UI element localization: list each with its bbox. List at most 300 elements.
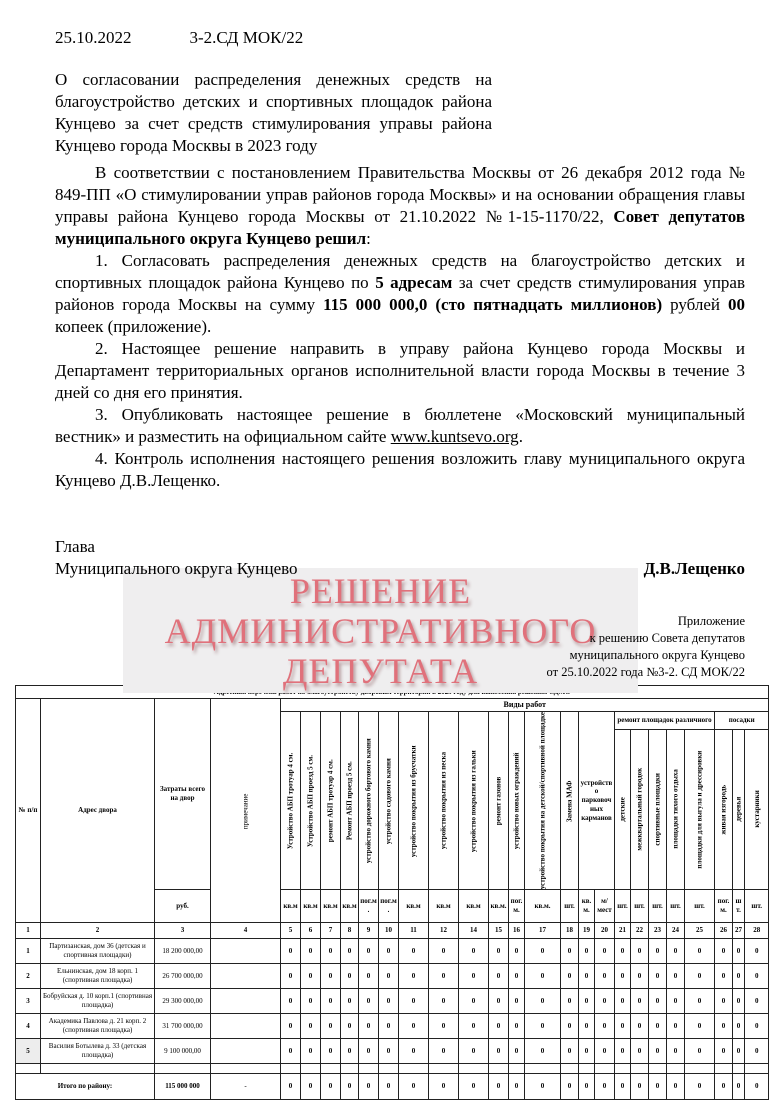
paragraph-item-4: 4. Контроль исполнения настоящего решения возложить главу муниципального округа Кунцево Д.В.Лещенко. — [55, 449, 745, 490]
value-cell: 0 — [509, 989, 525, 1014]
col-header-address: Адрес двора — [41, 699, 155, 923]
value-cell: 0 — [281, 989, 301, 1014]
value-cell: 0 — [341, 939, 359, 964]
value-cell: 0 — [489, 1039, 509, 1064]
value-cell: 0 — [733, 1039, 745, 1064]
table-header — [16, 686, 769, 939]
value-cell: 0 — [631, 1014, 649, 1039]
total-row — [16, 1074, 769, 1100]
paragraph-item-2: 2. Настоящее решение направить в управу района Кунцево города Москвы и Департамент территориальных органов исполнительной власти города Москвы в течение 3 дней со дня его принятия. — [55, 339, 745, 402]
unit-cell: шт. — [733, 890, 745, 923]
unit-cell: шт. — [631, 890, 649, 923]
item1-text-b: за счет средств стимулирования управ районов города Москвы на сумму — [55, 273, 745, 314]
empty-cell — [595, 1064, 615, 1074]
value-cell: 0 — [525, 939, 561, 964]
item3-text-b: . — [518, 427, 523, 446]
item1-sum-bold: 115 000 000,0 (сто пятнадцать миллионов) — [323, 295, 663, 314]
value-cell: 0 — [301, 1014, 321, 1039]
value-cell: 0 — [631, 964, 649, 989]
table-row — [16, 1039, 769, 1064]
total-value-cell: 0 — [733, 1074, 745, 1100]
value-cell: 0 — [489, 964, 509, 989]
column-number-cell: 23 — [649, 923, 667, 939]
unit-cell: кв.м — [301, 890, 321, 923]
appendix-block — [0, 613, 745, 681]
value-cell: 0 — [399, 1039, 429, 1064]
work-column-header: кустарники — [745, 729, 769, 890]
value-cell: 0 — [715, 964, 733, 989]
value-cell: 0 — [359, 1014, 379, 1039]
empty-cell — [631, 1064, 649, 1074]
note-cell — [211, 1039, 281, 1064]
value-cell: 0 — [525, 1014, 561, 1039]
value-cell: 0 — [595, 1014, 615, 1039]
value-cell: 0 — [561, 1039, 579, 1064]
unit-cell: пог. м. — [715, 890, 733, 923]
note-cell — [211, 1014, 281, 1039]
value-cell: 0 — [429, 1014, 459, 1039]
value-cell: 0 — [595, 1039, 615, 1064]
value-cell: 0 — [341, 1014, 359, 1039]
table-row — [16, 939, 769, 964]
column-number-cell: 12 — [429, 923, 459, 939]
column-number-cell: 14 — [459, 923, 489, 939]
appendix-line2: к решению Совета депутатов — [589, 631, 745, 645]
signature-title — [55, 536, 298, 580]
total-value-cell: 0 — [745, 1074, 769, 1100]
value-cell: 0 — [429, 939, 459, 964]
unit-cell: кв.м — [341, 890, 359, 923]
cost-unit-cell: руб. — [155, 890, 211, 923]
value-cell: 0 — [715, 1014, 733, 1039]
watermark-line-1: РЕШЕНИЕ — [289, 571, 472, 611]
value-cell: 0 — [321, 964, 341, 989]
value-cell: 0 — [579, 989, 595, 1014]
preamble-text: В соответствии с постановлением Правительства Москвы от 26 декабря 2012 года № 849-ПП «О стимулировании управ районов города Москвы» и на основании обращения главы управы района Кунцево города Москвы от 21.10.2022 №1-15-1170/22, — [55, 163, 745, 226]
value-cell: 0 — [399, 1014, 429, 1039]
address-cell: Василия Ботылева д. 33 (детская площадка) — [41, 1039, 155, 1064]
value-cell: 0 — [745, 1039, 769, 1064]
empty-cell — [489, 1064, 509, 1074]
value-cell: 0 — [595, 989, 615, 1014]
table-row — [16, 1014, 769, 1039]
value-cell: 0 — [429, 964, 459, 989]
value-cell: 0 — [715, 939, 733, 964]
planting-group-header: посадки — [715, 712, 769, 730]
column-number-cell: 6 — [301, 923, 321, 939]
unit-cell: шт. — [649, 890, 667, 923]
value-cell: 0 — [525, 964, 561, 989]
work-column-header: устройство покрытия из брусчатки — [399, 712, 429, 890]
empty-cell — [459, 1064, 489, 1074]
value-cell: 0 — [685, 1039, 715, 1064]
value-cell: 0 — [615, 964, 631, 989]
column-number-cell: 3 — [155, 923, 211, 939]
value-cell: 0 — [509, 1014, 525, 1039]
document-number: 3-2.СД МОК/22 — [189, 28, 304, 47]
document-subject: О согласовании распределения денежных средств на благоустройство детских и спортивных площадок района Кунцево за счет средств стимулирования управы района Кунцево города Москвы в 2023 году — [55, 70, 492, 155]
table-row — [16, 964, 769, 989]
work-column-header: устройство покрытия из гальки — [459, 712, 489, 890]
value-cell: 0 — [359, 989, 379, 1014]
address-cell: Ельнинская, дом 18 корп. 1 (спортивная площадка) — [41, 964, 155, 989]
value-cell: 0 — [379, 989, 399, 1014]
empty-cell — [685, 1064, 715, 1074]
unit-cell: кв.м. — [489, 890, 509, 923]
value-cell: 0 — [359, 1039, 379, 1064]
value-cell: 0 — [733, 1014, 745, 1039]
work-column-header: деревья — [733, 729, 745, 890]
signature-name: Д.В.Лещенко — [643, 559, 745, 578]
col-header-num: № п/п — [16, 699, 41, 923]
column-number-cell: 10 — [379, 923, 399, 939]
total-value-cell: 0 — [429, 1074, 459, 1100]
note-cell — [211, 964, 281, 989]
column-number-cell: 26 — [715, 923, 733, 939]
column-number-cell: 27 — [733, 923, 745, 939]
value-cell: 0 — [459, 989, 489, 1014]
value-cell: 0 — [631, 989, 649, 1014]
value-cell: 0 — [745, 989, 769, 1014]
value-cell: 0 — [459, 1014, 489, 1039]
signature-title-line2: Муниципального округа Кунцево — [55, 559, 298, 578]
value-cell: 0 — [561, 989, 579, 1014]
empty-cell — [525, 1064, 561, 1074]
unit-cell: кв.м. — [525, 890, 561, 923]
unit-cell: кв.м — [459, 890, 489, 923]
value-cell: 0 — [489, 939, 509, 964]
value-cell: 0 — [525, 989, 561, 1014]
column-number-cell: 1 — [16, 923, 41, 939]
value-cell: 0 — [341, 1039, 359, 1064]
unit-cell: кв.м — [429, 890, 459, 923]
value-cell: 0 — [685, 964, 715, 989]
unit-cell: м/мест — [595, 890, 615, 923]
column-number-cell: 20 — [595, 923, 615, 939]
value-cell: 0 — [321, 1039, 341, 1064]
value-cell: 0 — [429, 989, 459, 1014]
value-cell: 0 — [649, 939, 667, 964]
table-row — [16, 989, 769, 1014]
column-number-cell: 17 — [525, 923, 561, 939]
value-cell: 0 — [685, 1014, 715, 1039]
total-value-cell: 0 — [595, 1074, 615, 1100]
value-cell: 0 — [615, 989, 631, 1014]
table-body — [16, 939, 769, 1100]
work-column-header: Устройство АБП проезд 5 см. — [301, 712, 321, 890]
value-cell: 0 — [379, 1014, 399, 1039]
work-column-header: Замена МАФ — [561, 712, 579, 890]
value-cell: 0 — [667, 989, 685, 1014]
empty-cell — [649, 1064, 667, 1074]
value-cell: 0 — [615, 1014, 631, 1039]
column-number-cell: 19 — [579, 923, 595, 939]
value-cell: 0 — [301, 1039, 321, 1064]
total-value-cell: 0 — [509, 1074, 525, 1100]
value-cell: 0 — [459, 939, 489, 964]
paragraph-item-1 — [55, 250, 745, 338]
value-cell: 0 — [615, 1039, 631, 1064]
unit-cell: кв.м — [321, 890, 341, 923]
total-value-cell: 0 — [359, 1074, 379, 1100]
work-column-header: Ремонт АБП проезд 5 см. — [341, 712, 359, 890]
unit-cell: кв.м — [281, 890, 301, 923]
column-number-cell: 25 — [685, 923, 715, 939]
value-cell: 0 — [579, 1014, 595, 1039]
value-cell: 0 — [379, 964, 399, 989]
total-value-cell: 0 — [615, 1074, 631, 1100]
value-cell: 0 — [509, 964, 525, 989]
appendix-line1: Приложение — [677, 614, 745, 628]
value-cell: 0 — [281, 964, 301, 989]
work-column-header: спортивные площадки — [649, 729, 667, 890]
value-cell: 0 — [595, 939, 615, 964]
works-group-header: Виды работ — [281, 699, 769, 712]
appendix-line4: от 25.10.2022 года №3-2. СД МОК/22 — [546, 665, 745, 679]
empty-row — [16, 1064, 769, 1074]
work-column-header: устройство дорожного бортового камня — [359, 712, 379, 890]
value-cell: 0 — [301, 939, 321, 964]
work-column-header: межквартальный городок — [631, 729, 649, 890]
work-column-header: площадки для выгула и дрессировки — [685, 729, 715, 890]
cost-cell: 31 700 000,00 — [155, 1014, 211, 1039]
value-cell: 0 — [595, 964, 615, 989]
column-number-cell: 16 — [509, 923, 525, 939]
unit-cell: шт. — [615, 890, 631, 923]
total-value-cell: 0 — [525, 1074, 561, 1100]
value-cell: 0 — [281, 1014, 301, 1039]
value-cell: 0 — [509, 1039, 525, 1064]
value-cell: 0 — [489, 1014, 509, 1039]
value-cell: 0 — [685, 989, 715, 1014]
works-table — [15, 685, 769, 1100]
value-cell: 0 — [579, 964, 595, 989]
value-cell: 0 — [745, 1014, 769, 1039]
value-cell: 0 — [579, 1039, 595, 1064]
total-value-cell: 0 — [685, 1074, 715, 1100]
work-column-header: живая изгородь — [715, 729, 733, 890]
cost-cell: 29 300 000,00 — [155, 989, 211, 1014]
value-cell: 0 — [321, 1014, 341, 1039]
empty-cell — [321, 1064, 341, 1074]
item3-text-a: 3. Опубликовать настоящее решение в бюллетене «Московский муниципальный вестник» и разместить на официальном сайте — [55, 405, 745, 446]
column-number-cell: 11 — [399, 923, 429, 939]
unit-cell: кв.м. — [579, 890, 595, 923]
value-cell: 0 — [667, 1039, 685, 1064]
item1-text-c: рублей — [662, 295, 728, 314]
value-cell: 0 — [301, 989, 321, 1014]
value-cell: 0 — [509, 939, 525, 964]
item1-text-a: 1. Согласовать распределения денежных средств на благоустройство детских и спортивных площадок района Кунцево по — [55, 251, 745, 292]
empty-cell — [16, 1064, 41, 1074]
value-cell: 0 — [321, 989, 341, 1014]
row-number-cell: 1 — [16, 939, 41, 964]
value-cell: 0 — [667, 939, 685, 964]
value-cell: 0 — [301, 964, 321, 989]
address-cell: Академика Павлова д. 21 корп. 2 (спортивная площадка) — [41, 1014, 155, 1039]
note-cell — [211, 989, 281, 1014]
value-cell: 0 — [631, 1039, 649, 1064]
col-header-cost: Затраты всего на двор — [155, 699, 211, 890]
work-column-header: устройство покрытия на детской/спортивной площадке — [525, 712, 561, 890]
column-number-cell: 21 — [615, 923, 631, 939]
unit-cell: шт. — [685, 890, 715, 923]
row-number-cell: 4 — [16, 1014, 41, 1039]
column-number-cell: 22 — [631, 923, 649, 939]
value-cell: 0 — [561, 964, 579, 989]
empty-cell — [399, 1064, 429, 1074]
empty-cell — [379, 1064, 399, 1074]
preamble-colon: : — [366, 229, 371, 248]
value-cell: 0 — [341, 989, 359, 1014]
total-cost-cell: 115 000 000 — [155, 1074, 211, 1100]
empty-cell — [341, 1064, 359, 1074]
work-column-header: ремонт газонов — [489, 712, 509, 890]
col-header-note: примечание — [211, 699, 281, 923]
empty-cell — [281, 1064, 301, 1074]
address-cell: Бобруйская д. 10 корп.1 (спортивная площадка) — [41, 989, 155, 1014]
kuntsevo-link[interactable]: www.kuntsevo.org — [390, 427, 519, 446]
unit-cell: шт. — [667, 890, 685, 923]
column-number-cell: 9 — [359, 923, 379, 939]
total-value-cell: 0 — [649, 1074, 667, 1100]
value-cell: 0 — [667, 1014, 685, 1039]
value-cell: 0 — [715, 1039, 733, 1064]
value-cell: 0 — [281, 939, 301, 964]
total-value-cell: 0 — [379, 1074, 399, 1100]
unit-cell: кв.м — [399, 890, 429, 923]
total-value-cell: 0 — [399, 1074, 429, 1100]
value-cell: 0 — [561, 939, 579, 964]
column-number-cell: 8 — [341, 923, 359, 939]
total-note-cell: - — [211, 1074, 281, 1100]
value-cell: 0 — [459, 1039, 489, 1064]
value-cell: 0 — [615, 939, 631, 964]
empty-cell — [561, 1064, 579, 1074]
item1-addresses-bold: 5 адресам — [375, 273, 453, 292]
total-value-cell: 0 — [579, 1074, 595, 1100]
value-cell: 0 — [733, 939, 745, 964]
value-cell: 0 — [649, 1014, 667, 1039]
total-value-cell: 0 — [561, 1074, 579, 1100]
signature-block — [55, 536, 745, 580]
total-value-cell: 0 — [489, 1074, 509, 1100]
value-cell: 0 — [379, 939, 399, 964]
value-cell: 0 — [459, 964, 489, 989]
row-number-cell: 3 — [16, 989, 41, 1014]
work-column-header: Устройство АБП тротуар 4 см. — [281, 712, 301, 890]
empty-cell — [579, 1064, 595, 1074]
unit-cell: пог. м. — [509, 890, 525, 923]
cost-cell: 18 200 000,00 — [155, 939, 211, 964]
column-number-cell: 7 — [321, 923, 341, 939]
total-value-cell: 0 — [341, 1074, 359, 1100]
empty-cell — [41, 1064, 155, 1074]
unit-cell: пог.м. — [359, 890, 379, 923]
value-cell: 0 — [379, 1039, 399, 1064]
value-cell: 0 — [321, 939, 341, 964]
value-cell: 0 — [667, 964, 685, 989]
column-number-cell: 24 — [667, 923, 685, 939]
empty-cell — [615, 1064, 631, 1074]
empty-cell — [301, 1064, 321, 1074]
document-body — [55, 162, 745, 492]
repair-group-header: ремонт площадок различного — [615, 712, 715, 730]
value-cell: 0 — [489, 989, 509, 1014]
value-cell: 0 — [399, 989, 429, 1014]
empty-cell — [211, 1064, 281, 1074]
value-cell: 0 — [685, 939, 715, 964]
value-cell: 0 — [399, 964, 429, 989]
work-column-header: площадки тихого отдыха — [667, 729, 685, 890]
paragraph-item-3 — [55, 404, 745, 448]
column-number-cell: 4 — [211, 923, 281, 939]
value-cell: 0 — [579, 939, 595, 964]
document-date: 25.10.2022 — [55, 28, 132, 47]
empty-cell — [715, 1064, 733, 1074]
row-number-cell: 2 — [16, 964, 41, 989]
cost-cell: 26 700 000,00 — [155, 964, 211, 989]
total-value-cell: 0 — [321, 1074, 341, 1100]
empty-cell — [745, 1064, 769, 1074]
item1-text-d: копеек (приложение). — [55, 317, 212, 336]
value-cell: 0 — [649, 1039, 667, 1064]
unit-cell: шт. — [745, 890, 769, 923]
column-number-cell: 2 — [41, 923, 155, 939]
watermark-line-2: АДМИНИСТРАТИВНОГО — [164, 611, 597, 651]
document-headline — [55, 0, 771, 48]
value-cell: 0 — [561, 1014, 579, 1039]
signature-title-line1: Глава — [55, 537, 95, 556]
value-cell: 0 — [649, 989, 667, 1014]
empty-cell — [359, 1064, 379, 1074]
item1-kopeks-bold: 00 — [728, 295, 745, 314]
column-number-cell: 18 — [561, 923, 579, 939]
work-column-header: устройство новых ограждений — [509, 712, 525, 890]
cost-cell: 9 100 000,00 — [155, 1039, 211, 1064]
total-value-cell: 0 — [281, 1074, 301, 1100]
value-cell: 0 — [525, 1039, 561, 1064]
value-cell: 0 — [399, 939, 429, 964]
total-value-cell: 0 — [715, 1074, 733, 1100]
empty-cell — [429, 1064, 459, 1074]
work-column-header: устройство садового камня — [379, 712, 399, 890]
watermark-line-3: ДЕПУТАТА — [282, 651, 479, 691]
work-column-header: ремонт АБП тротуар 4 см. — [321, 712, 341, 890]
parking-group-header: устройство парковочных карманов — [579, 712, 615, 890]
unit-cell: пог.м. — [379, 890, 399, 923]
column-number-cell: 28 — [745, 923, 769, 939]
value-cell: 0 — [715, 989, 733, 1014]
empty-cell — [733, 1064, 745, 1074]
value-cell: 0 — [429, 1039, 459, 1064]
value-cell: 0 — [733, 989, 745, 1014]
address-cell: Партизанская, дом 36 (детская и спортивная площадки) — [41, 939, 155, 964]
work-column-header: устройство покрытия из песка — [429, 712, 459, 890]
preamble-resolution-bold: Совет депутатов муниципального округа Кунцево решил — [55, 207, 746, 248]
appendix-line3: муниципального округа Кунцево — [569, 648, 745, 662]
total-label-cell: Итого по району: — [16, 1074, 155, 1100]
total-value-cell: 0 — [301, 1074, 321, 1100]
total-value-cell: 0 — [667, 1074, 685, 1100]
note-cell — [211, 939, 281, 964]
empty-cell — [155, 1064, 211, 1074]
value-cell: 0 — [745, 964, 769, 989]
value-cell: 0 — [631, 939, 649, 964]
value-cell: 0 — [281, 1039, 301, 1064]
empty-cell — [667, 1064, 685, 1074]
row-number-cell: 5 — [16, 1039, 41, 1064]
